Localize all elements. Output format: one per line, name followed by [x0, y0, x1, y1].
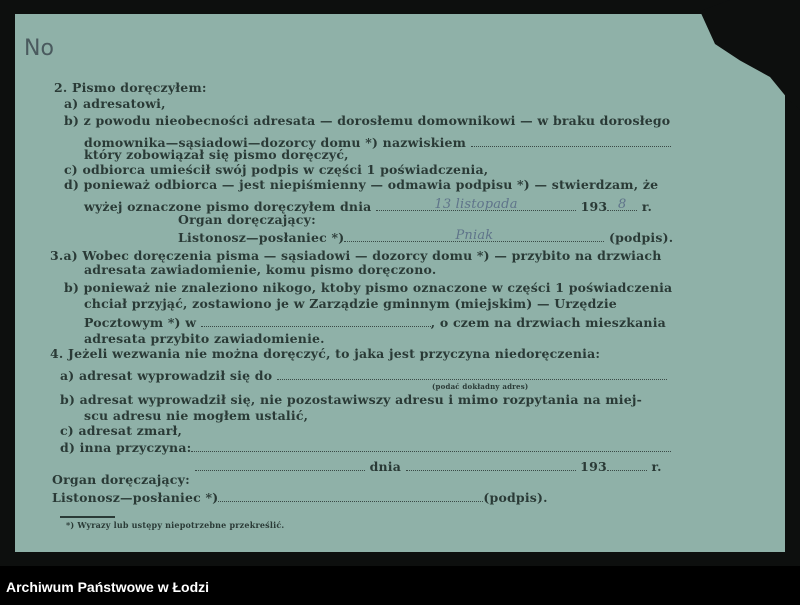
s4-c: c) adresat zmarł, [60, 423, 183, 438]
year-prefix: 193 [580, 199, 608, 214]
r-label: r. [641, 199, 653, 214]
s4-d-text: d) inna przyczyna: [60, 440, 192, 455]
s2-b3: który zobowiązał się pismo doręczyć, [84, 147, 349, 162]
s2-a: a) adresatowi, [64, 96, 166, 111]
date-field-2 [406, 458, 576, 471]
archive-footer [0, 566, 800, 605]
margin-note: No [24, 36, 54, 61]
s2-title: 2. Pismo doręczyłem: [54, 80, 207, 95]
s3-a1: 3.a) Wobec doręczenia pisma — sąsiadowi — dozorcy domu *) — przybito na drzwiach [50, 248, 662, 263]
s4-b1: b) adresat wyprowadził się, nie pozostawiwszy adresu i mimo rozpytania na miej- [60, 392, 642, 407]
s3-b4: adresata przybito zawiadomienie. [84, 331, 325, 346]
s4-listonosz-text: Listonosz—posłaniec *) [52, 490, 219, 505]
signature-field-2 [218, 489, 483, 502]
signature-field [344, 229, 604, 242]
dnia-label: dnia [369, 459, 402, 474]
archive-name: Archiwum Państwowe w Łodzi [6, 579, 210, 595]
footnote: *) Wyrazy lub ustępy niepotrzebne przekreślić. [66, 520, 285, 530]
s4-a [60, 367, 667, 381]
s4-listonosz [52, 489, 548, 503]
handwritten-date: 13 listopada [434, 198, 518, 211]
s3-a2: adresata zawiadomienie, komu pismo doręczono. [84, 262, 437, 277]
s4-a-text: a) adresat wyprowadził się do [60, 368, 273, 383]
s2-c: c) odbiorca umieścił swój podpis w części 1 poświadczenia, [64, 162, 489, 177]
s4-organ: Organ doręczający: [52, 472, 190, 487]
name-field [471, 134, 671, 147]
s3-b3a: Pocztowym *) w [84, 315, 197, 330]
handwritten-year: 8 [618, 198, 627, 211]
s4-title: 4. Jeżeli wezwania nie można doręczyć, to jaka jest przyczyna niedoręczenia: [50, 346, 601, 361]
footnote-rule [60, 516, 115, 518]
office-field [201, 314, 431, 327]
s2-b1: b) z powodu nieobecności adresata — dorosłemu domownikowi — w braku dorosłego [64, 113, 671, 128]
year-field-2 [607, 458, 647, 471]
handwritten-signature: Pniak [455, 229, 494, 242]
place-field [195, 458, 365, 471]
s2-organ: Organ doręczający: [178, 212, 316, 227]
r-label-2: r. [651, 459, 662, 474]
year-field [607, 198, 637, 211]
year-prefix-2: 193 [580, 459, 607, 474]
s3-b3 [84, 314, 666, 328]
s4-a-hint: (podać dokładny adres) [432, 382, 529, 391]
s2-listonosz [178, 229, 673, 243]
s4-b2: scu adresu nie mogłem ustalić, [84, 408, 309, 423]
address-field [277, 367, 667, 380]
s4-d [60, 439, 671, 453]
s4-podpis: (podpis). [483, 490, 548, 505]
s2-d1: d) ponieważ odbiorca — jest niepiśmienny — odmawia podpisu *) — stwierdzam, że [64, 177, 659, 192]
reason-field [191, 439, 671, 452]
s2-podpis: (podpis). [608, 230, 674, 245]
s2-b2 [84, 134, 671, 148]
s3-b2: chciał przyjąć, zostawiono je w Zarządzie gminnym (miejskim) — Urzędzie [84, 296, 617, 311]
s2-d2-text: wyżej oznaczone pismo doręczyłem dnia [84, 199, 372, 214]
date-field [376, 198, 576, 211]
s2-d2 [84, 198, 652, 212]
s4-date-line [195, 458, 662, 472]
s2-b2-text: domownika—sąsiadowi—dozorcy domu *) nazwiskiem [84, 135, 467, 150]
s3-b3b: , o czem na drzwiach mieszkania [430, 315, 666, 330]
s3-b1: b) ponieważ nie znaleziono nikogo, ktoby pismo oznaczone w części 1 poświadczenia [64, 280, 673, 295]
s2-listonosz-text: Listonosz—posłaniec *) [178, 230, 345, 245]
